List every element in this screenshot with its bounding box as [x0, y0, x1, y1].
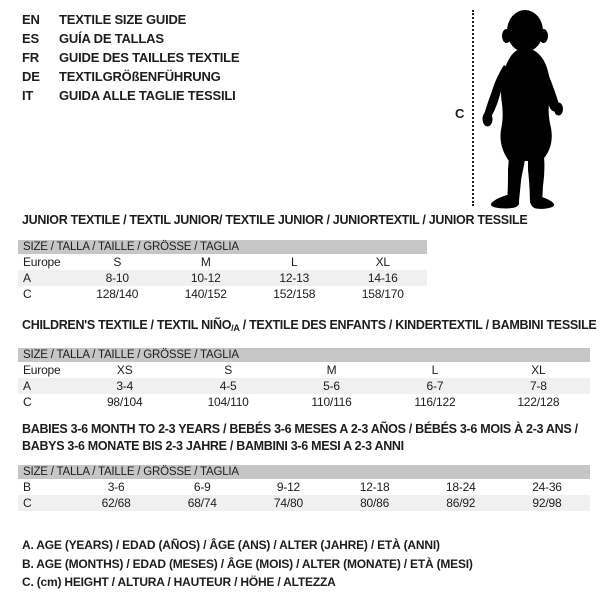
language-row-it: [22, 86, 239, 105]
table-cell: 12-18: [359, 480, 390, 494]
table-cell: 8-10: [105, 271, 129, 285]
table-cell: 80/86: [360, 496, 390, 510]
babies-size-table: [18, 465, 590, 511]
junior-size-table: [18, 240, 427, 302]
table-row: [18, 362, 590, 378]
table-cell: 24-36: [532, 480, 562, 494]
table-cell: XL: [375, 255, 390, 269]
children-title-subscript: /A: [231, 323, 240, 333]
table-cell: 74/80: [273, 496, 303, 510]
footnote-legend: [22, 536, 473, 592]
table-cell: 6-9: [193, 480, 211, 494]
row-label: C: [23, 496, 32, 510]
row-label: C: [23, 395, 32, 409]
table-cell: 14-16: [367, 271, 398, 285]
language-code: ES: [22, 31, 39, 46]
language-row-en: [22, 10, 239, 29]
language-label: GUIDE DES TAILLES TEXTILE: [59, 50, 240, 65]
table-row: [18, 479, 590, 495]
table-row: [18, 394, 590, 410]
footnote-a: A. AGE (YEARS) / EDAD (AÑOS) / ÂGE (ANS) / ALTER (JAHRE) / ETÀ (ANNI): [22, 538, 440, 552]
baby-silhouette-icon: [479, 8, 569, 210]
table-cell: S: [224, 363, 233, 377]
table-cell: 152/158: [273, 287, 316, 301]
height-measure-label: C: [455, 106, 465, 121]
size-header-bar: SIZE / TALLA / TAILLE / GRÖSSE / TAGLIA: [18, 240, 427, 254]
size-header-bar: SIZE / TALLA / TAILLE / GRÖSSE / TAGLIA: [18, 348, 590, 362]
table-cell: 140/152: [184, 287, 227, 301]
table-cell: L: [291, 255, 298, 269]
table-cell: 92/98: [532, 496, 562, 510]
row-label: B: [23, 480, 31, 494]
footnote-b: B. AGE (MONTHS) / EDAD (MESES) / ÂGE (MOIS) / ALTER (MONATE) / ETÀ (MESI): [22, 556, 473, 571]
junior-section-title: JUNIOR TEXTILE / TEXTIL JUNIOR/ TEXTILE JUNIOR / JUNIORTEXTIL / JUNIOR TESSILE: [22, 213, 528, 227]
table-cell: 18-24: [445, 480, 476, 494]
children-title-suffix: / TEXTILE DES ENFANTS / KINDERTEXTIL / BAMBINI TESSILE: [239, 318, 597, 332]
table-cell: M: [200, 255, 211, 269]
table-row: [18, 286, 427, 302]
language-row-fr: [22, 48, 239, 67]
babies-title-line2: BABYS 3-6 MONATE BIS 2-3 JAHRE / BAMBINI 3-6 MESI A 2-3 ANNI: [22, 438, 404, 453]
table-row: [18, 495, 590, 511]
table-cell: L: [431, 363, 439, 377]
children-section-title: [22, 317, 596, 337]
table-row: [18, 270, 427, 286]
language-code: EN: [22, 12, 40, 27]
language-label: TEXTILE SIZE GUIDE: [59, 12, 187, 27]
table-row: [18, 378, 590, 394]
children-title-prefix: CHILDREN'S TEXTILE / TEXTIL NIÑO: [22, 318, 232, 332]
table-cell: 128/140: [96, 287, 139, 301]
table-cell: 158/170: [361, 287, 404, 301]
row-label: A: [23, 379, 31, 393]
language-code: FR: [22, 50, 39, 65]
row-label: C: [23, 287, 32, 301]
language-row-es: [22, 29, 239, 48]
table-cell: 104/110: [207, 395, 249, 409]
language-label: GUÍA DE TALLAS: [59, 31, 164, 46]
table-cell: 3-6: [107, 480, 125, 494]
table-cell: S: [113, 255, 122, 269]
babies-title-line1: BABIES 3-6 MONTH TO 2-3 YEARS / BEBÉS 3-6 MESES A 2-3 AÑOS / BÉBÉS 3-6 MOIS À 2-3 ANS /: [22, 422, 578, 436]
table-cell: M: [326, 363, 337, 377]
footnote-c: C. (cm) HEIGHT / ALTURA / HAUTEUR / HÖHE / ALTEZZA: [22, 575, 336, 589]
table-cell: 116/122: [414, 395, 456, 409]
table-cell: 7-8: [529, 379, 547, 393]
table-row: [18, 254, 427, 270]
table-cell: 6-7: [426, 379, 444, 393]
height-measure-dotted-line: [472, 10, 474, 206]
table-cell: 3-4: [116, 379, 134, 393]
table-cell: 4-5: [219, 379, 237, 393]
table-cell: 86/92: [446, 496, 476, 510]
row-label: Europe: [23, 363, 61, 377]
row-label: Europe: [23, 255, 61, 269]
table-cell: 5-6: [323, 379, 340, 393]
table-cell: 122/128: [517, 395, 560, 409]
table-cell: 10-12: [190, 271, 221, 285]
table-cell: 110/116: [311, 395, 352, 409]
table-cell: 98/104: [106, 395, 143, 409]
table-cell: XS: [116, 363, 133, 377]
language-label: TEXTILGRÖßENFÜHRUNG: [59, 69, 221, 84]
table-cell: XL: [531, 363, 546, 377]
table-cell: 62/68: [101, 496, 131, 510]
language-code: DE: [22, 69, 40, 84]
language-row-de: [22, 67, 239, 86]
language-label: GUIDA ALLE TAGLIE TESSILI: [59, 88, 236, 103]
table-cell: 9-12: [276, 480, 301, 494]
babies-section-title: [22, 421, 578, 454]
language-code: IT: [22, 88, 34, 103]
size-header-bar: SIZE / TALLA / TAILLE / GRÖSSE / TAGLIA: [18, 465, 590, 479]
table-cell: 68/74: [187, 496, 217, 510]
children-size-table: [18, 348, 590, 410]
table-cell: 12-13: [279, 271, 310, 285]
language-title-list: [22, 10, 239, 105]
row-label: A: [23, 271, 31, 285]
